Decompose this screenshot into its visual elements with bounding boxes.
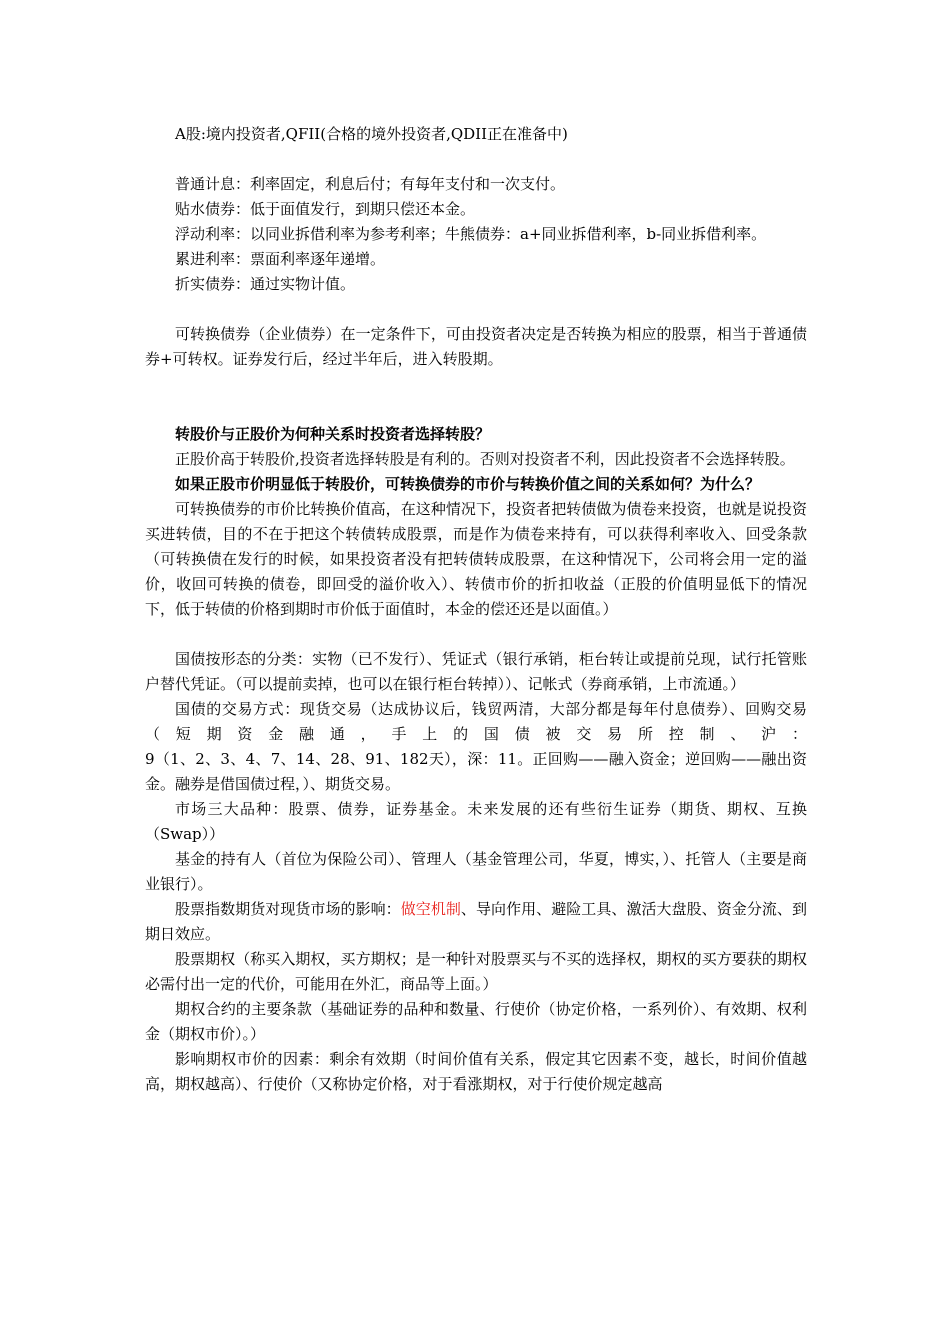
paragraph-treasury-trading-cont: 9（1、2、3、4、7、14、28、91、182天），深：11。正回购——融入资金；逆回购——融出资金。融券是借国债过程，）、期货交易。 bbox=[145, 750, 807, 793]
paragraph-stock-options: 股票期权（称买入期权，买方期权；是一种针对股票买与不买的选择权，期权的买方要获的期权必需付出一定的代价，可能用在外汇，商品等上面。） bbox=[145, 950, 807, 993]
blank-line bbox=[145, 147, 807, 172]
paragraph-option-price-factors: 影响期权市价的因素：剩余有效期（时间价值有关系，假定其它因素不变，越长，时间价值越高，期权越高）、行使价（又称协定价格，对于看涨期权，对于行使价规定越高 bbox=[145, 1050, 807, 1093]
paragraph-option-contract: 期权合约的主要条款（基础证券的品种和数量、行使价（协定价格，一系列价）、有效期、权利金（期权市价）。） bbox=[145, 1000, 807, 1043]
paragraph-progressive-rate: 累进利率：票面利率逐年递增。 bbox=[175, 250, 386, 268]
blank-line bbox=[145, 297, 807, 322]
paragraph-market-varieties: 市场三大品种：股票、债券，证券基金。未来发展的还有些衍生证券（期货、期权、互换（Swap）） bbox=[145, 800, 807, 843]
paragraph-convertible-bond: 可转换债券（企业债券）在一定条件下，可由投资者决定是否转换为相应的股票，相当于普通债券+可转权。证券发行后，经过半年后，进入转股期。 bbox=[145, 325, 807, 368]
question-conversion-price: 转股价与正股价为何种关系时投资者选择转股？ bbox=[175, 425, 491, 443]
document-body bbox=[145, 122, 807, 1097]
paragraph-a-share: A股:境内投资者,QFII(合格的境外投资者,QDII正在准备中) bbox=[175, 125, 568, 143]
index-futures-prefix: 股票指数期货对现货市场的影响： bbox=[175, 900, 401, 918]
blank-line bbox=[145, 622, 807, 647]
paragraph-treasury-trading: 国债的交易方式：现货交易（达成协议后，钱贸两清，大部分都是每年付息债券）、回购交易（短期资金融通，手上的国债被交易所控制、沪： bbox=[145, 700, 807, 743]
paragraph-ordinary-interest: 普通计息：利率固定，利息后付；有每年支付和一次支付。 bbox=[175, 175, 566, 193]
question-market-price: 如果正股市价明显低于转股价，可转换债券的市价与转换价值之间的关系如何？为什么？ bbox=[175, 475, 761, 493]
index-futures-suffix: 、导向作用、避险工具、激活大盘股、资金分流、到期日效应。 bbox=[145, 900, 807, 943]
answer-market-price: 可转换债券的市价比转换价值高，在这种情况下，投资者把转债做为债卷来投资，也就是说投资买进转债，目的不在于把这个转债转成股票，而是作为债卷来持有，可以获得利率收入、回受条款（可转换债在发行的时候，如果投资者没有把转债转成股票，在这种情况下，公司将会用一定的溢价，收回可转换的债卷，即回受的溢价收入）、转债市价的折扣收益（正股的价值明显低下的情况下，低于转债的价格到期时市价低于面值时，本金的偿还还是以面值。） bbox=[145, 500, 807, 618]
paragraph-fund-parties: 基金的持有人（首位为保险公司）、管理人（基金管理公司，华夏，博实，）、托管人（主要是商业银行）。 bbox=[145, 850, 807, 893]
paragraph-commodity-bond: 折实债券：通过实物计值。 bbox=[175, 275, 356, 293]
answer-conversion-price: 正股价高于转股价,投资者选择转股是有利的。否则对投资者不利，因此投资者不会选择转股。 bbox=[175, 450, 795, 468]
paragraph-index-futures bbox=[145, 897, 807, 947]
paragraph-floating-rate: 浮动利率：以同业拆借利率为参考利率；牛熊债券：a+同业拆借利率，b-同业拆借利率。 bbox=[175, 225, 767, 243]
paragraph-treasury-forms: 国债按形态的分类：实物（已不发行）、凭证式（银行承销，柜台转让或提前兑现，试行托管账户替代凭证。（可以提前卖掉，也可以在银行柜台转掉））、记帐式（券商承销，上市流通。） bbox=[145, 650, 807, 693]
short-selling-highlight: 做空机制 bbox=[400, 900, 461, 918]
blank-line bbox=[145, 372, 807, 422]
paragraph-discount-bond: 贴水债券：低于面值发行，到期只偿还本金。 bbox=[175, 200, 476, 218]
